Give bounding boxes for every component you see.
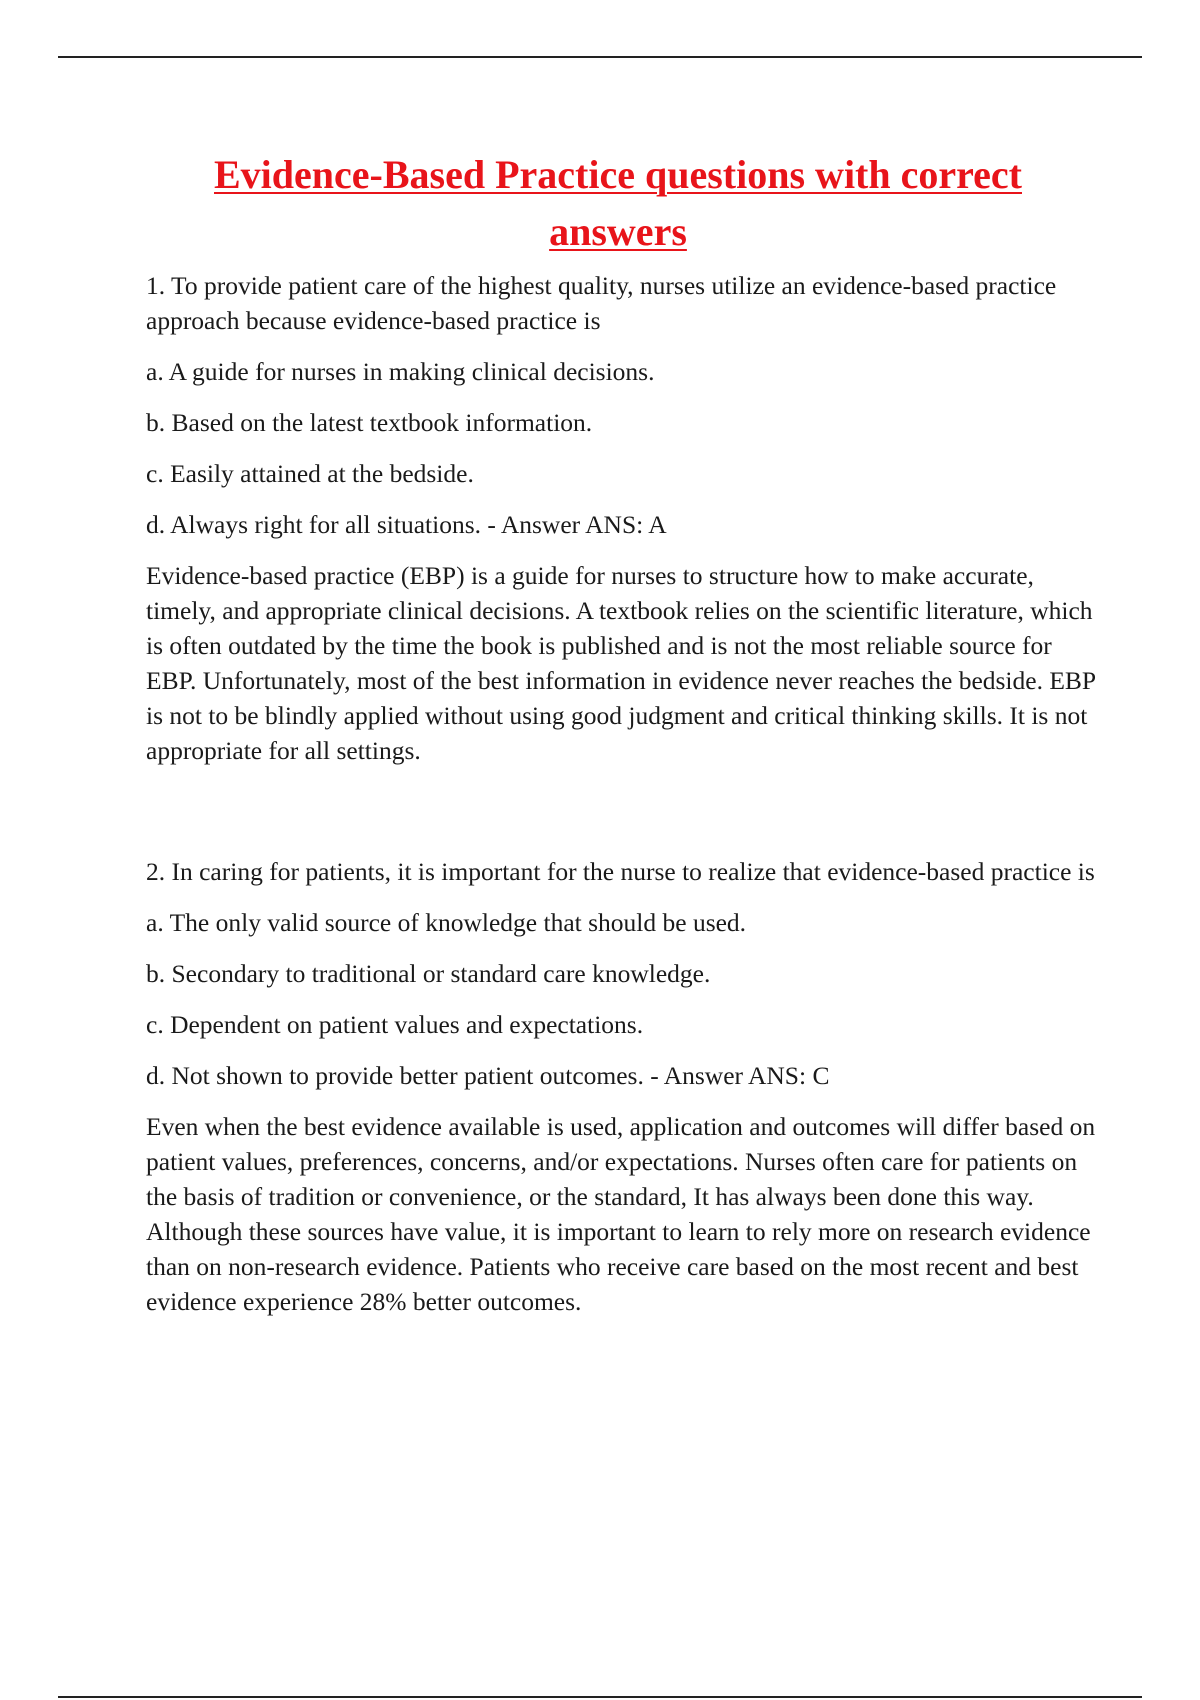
answer-option: c. Easily attained at the bedside. — [146, 459, 474, 488]
question-1 — [146, 268, 1096, 768]
question-stem: 1. To provide patient care of the highest quality, nurses utilize an evidence-based practice approach because evidence-based practice is — [146, 271, 1057, 335]
answer-explanation: Even when the best evidence available is used, application and outcomes will differ based on patient values, preferences, concerns, and/or expectations. Nurses often care for patients on the basis of tradition or convenience, or the standard, It has always been done this way. Although these sources have value, it is important to learn to rely more on research evidence than on non-research evidence. Patients who receive care based on the most recent and best evidence experience 28% better outcomes. — [146, 1112, 1096, 1316]
answer-option: d. Always right for all situations. - Answer ANS: A — [146, 510, 667, 539]
answer-option: a. The only valid source of knowledge that should be used. — [146, 908, 747, 937]
answer-option: b. Secondary to traditional or standard care knowledge. — [146, 959, 711, 988]
header-rule — [58, 56, 1142, 58]
answer-option: d. Not shown to provide better patient outcomes. - Answer ANS: C — [146, 1061, 830, 1090]
document-title: Evidence-Based Practice questions with correct answers — [214, 152, 1022, 254]
answer-option: c. Dependent on patient values and expectations. — [146, 1010, 644, 1039]
answer-explanation: Evidence-based practice (EBP) is a guide for nurses to structure how to make accurate, timely, and appropriate clinical decisions. A textbook relies on the scientific literature, which is often outdated by the time the book is published and is not the most reliable source for EBP. Unfortunately, most of the best information in evidence never reaches the bedside. EBP is not to be blindly applied without using good judgment and critical thinking skills. It is not appropriate for all settings. — [146, 561, 1096, 765]
question-2 — [146, 854, 1096, 1319]
question-spacer — [146, 768, 1096, 854]
answer-option: a. A guide for nurses in making clinical decisions. — [146, 357, 655, 386]
footer-rule — [58, 1696, 1142, 1698]
question-stem: 2. In caring for patients, it is important for the nurse to realize that evidence-based practice is — [146, 857, 1095, 886]
answer-option: b. Based on the latest textbook information. — [146, 408, 593, 437]
document-body — [146, 268, 1096, 1319]
